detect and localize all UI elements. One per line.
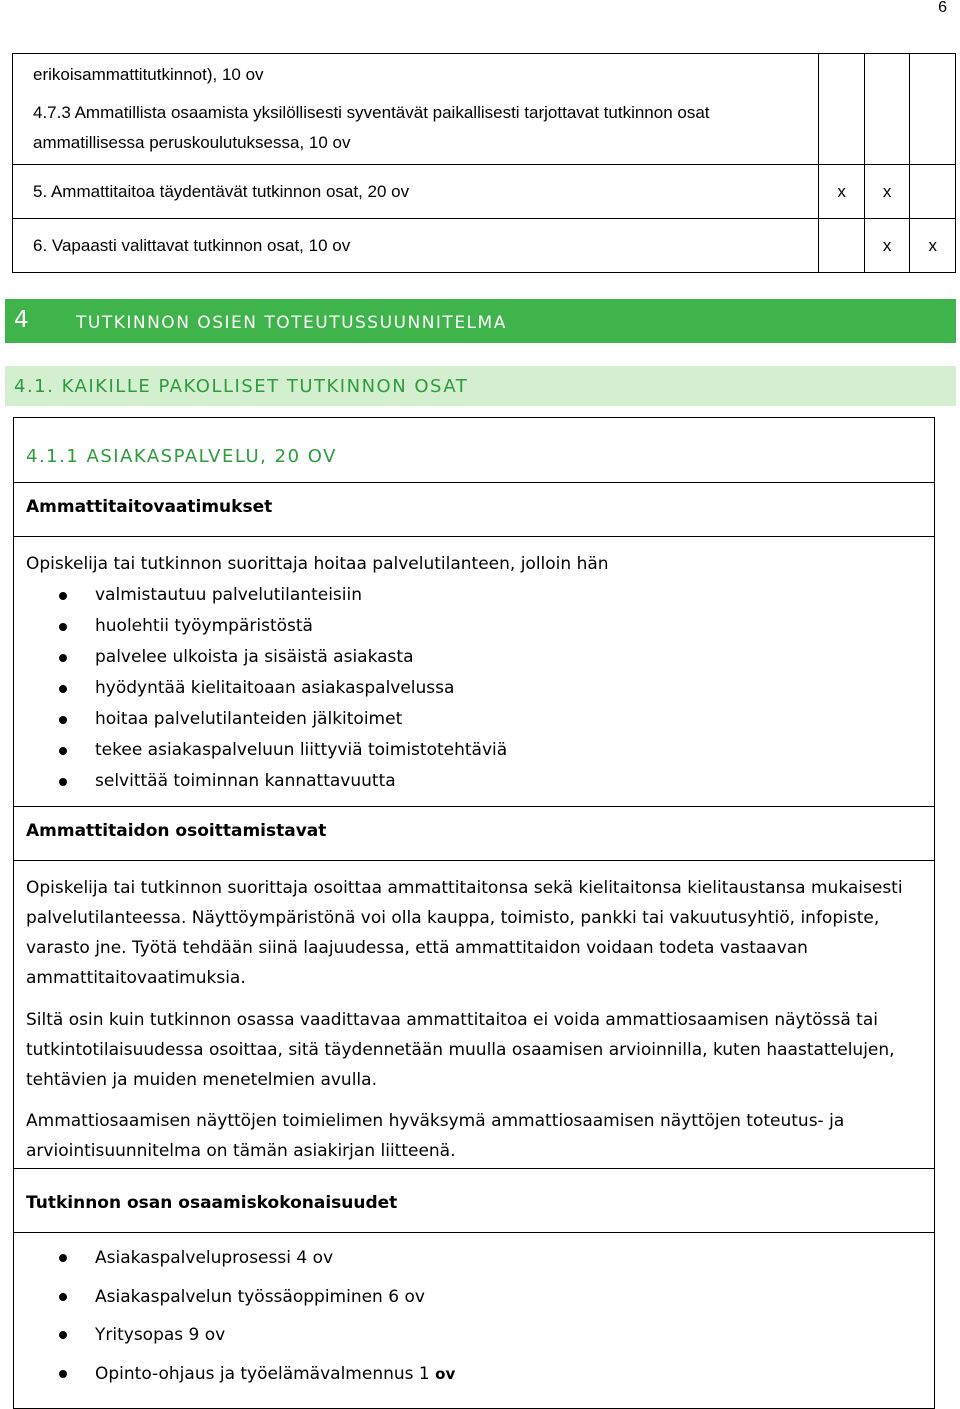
- table-cell-mark: [819, 54, 865, 165]
- demonstration-paragraph-1: Opiskelija tai tutkinnon suorittaja osoittaa ammattitaitonsa sekä kielitaitonsa kielitaustansa mukaisesti palvelutilanteessa. Näyttöympäristönä voi olla kauppa, toimisto, pankki tai vakuutusyhtiö, infopiste, varasto jne. Työtä tehdään siinä laajuudessa, että ammattitaidon voidaan todeta vastaavan ammattitaitovaatimuksia.: [26, 878, 903, 988]
- list-item-text: huolehtii työympäristöstä: [95, 616, 313, 636]
- list-item-text: palvelee ulkoista ja sisäistä asiakasta: [95, 647, 414, 667]
- list-item: [59, 735, 507, 766]
- table-row: [13, 219, 956, 273]
- heading-text: TUTKINNON OSIEN TOTEUTUSSUUNNITELMA: [76, 313, 507, 333]
- bullet-icon: [59, 623, 67, 631]
- bullet-icon: [59, 685, 67, 693]
- bullet-icon: [59, 654, 67, 662]
- table-cell-label: 5. Ammattitaitoa täydentävät tutkinnon osat, 20 ov: [13, 165, 819, 219]
- table-cell-mark: x: [864, 219, 910, 273]
- list-item-text: Yritysopas 9 ov: [95, 1325, 226, 1345]
- bullet-icon: [59, 716, 67, 724]
- row1-paragraph: 4.7.3 Ammatillista osaamista yksilöllisesti syventävät paikallisesti tarjottavat tutkinnon osat ammatillisessa peruskoulutuksessa, 10 ov: [33, 103, 710, 152]
- list-item: [59, 1278, 455, 1317]
- heading-level2: [5, 366, 956, 406]
- bullet-icon: [59, 1293, 67, 1301]
- requirements-label-cell: [14, 482, 934, 537]
- bullet-icon: [59, 592, 67, 600]
- list-item: [59, 611, 507, 642]
- page-number: 6: [938, 0, 947, 16]
- list-item-text: Asiakaspalvelun työssäoppiminen 6 ov: [95, 1286, 425, 1307]
- table-cell-label: [13, 54, 819, 165]
- list-item: [59, 704, 507, 735]
- bullet-icon: [59, 1331, 67, 1339]
- list-item-text: valmistautuu palvelutilanteisiin: [95, 585, 362, 605]
- section-table: [13, 417, 935, 1409]
- table-cell-mark: [864, 54, 910, 165]
- demonstration-paragraph-2: Siltä osin kuin tutkinnon osassa vaadittavaa ammattitaitoa ei voida ammattiosaamisen näytössä tai tutkintotilaisuudessa osoittaa, sitä täydennetään muulla osaamisen arvioinnilla, kuten haastattelujen, tehtävien ja muiden menetelmien avulla.: [26, 1010, 895, 1090]
- list-item-text: tekee asiakaspalveluun liittyviä toimistotehtäviä: [95, 740, 508, 760]
- requirements-label: Ammattitaitovaatimukset: [26, 497, 273, 517]
- table-row: [13, 165, 956, 219]
- heading-text: 4.1. KAIKILLE PAKOLLISET TUTKINNON OSAT: [14, 376, 469, 397]
- requirements-cell: [14, 536, 934, 807]
- list-item: [59, 1355, 455, 1394]
- bullet-icon: [59, 1370, 67, 1378]
- list-item-text: selvittää toiminnan kannattavuutta: [95, 771, 396, 791]
- list-item: [59, 766, 507, 797]
- heading-level1: [5, 299, 956, 343]
- demonstration-label: Ammattitaidon osoittamistavat: [26, 821, 327, 841]
- table-cell-mark: x: [864, 165, 910, 219]
- bullet-icon: [59, 1254, 67, 1262]
- section-title-cell: [14, 418, 934, 482]
- demonstration-cell: [14, 860, 934, 1169]
- bullet-icon: [59, 747, 67, 755]
- list-item: [59, 1316, 455, 1355]
- list-item-unit: ov: [435, 1364, 456, 1383]
- table-cell-mark: x: [819, 165, 865, 219]
- modules-label: Tutkinnon osan osaamiskokonaisuudet: [26, 1193, 398, 1213]
- list-item-text: Opinto-ohjaus ja työelämävalmennus 1: [95, 1363, 430, 1384]
- demonstration-paragraph-3: Ammattiosaamisen näyttöjen toimielimen hyväksymä ammattiosaamisen näyttöjen toteutus- ja arviointisuunnitelma on tämän asiakirjan liitteenä.: [26, 1111, 845, 1161]
- table-cell-mark: [910, 54, 956, 165]
- table-cell-mark: [910, 165, 956, 219]
- table-row: [13, 54, 956, 165]
- heading-number: 4: [14, 307, 29, 333]
- list-item-text: hyödyntää kielitaitoaan asiakaspalvelussa: [95, 678, 455, 698]
- table-cell-mark: x: [910, 219, 956, 273]
- list-item-text: Asiakaspalveluprosessi 4 ov: [95, 1248, 334, 1268]
- table-cell-label: 6. Vapaasti valittavat tutkinnon osat, 10 ov: [13, 219, 819, 273]
- table-cell-mark: [819, 219, 865, 273]
- list-item: [59, 673, 507, 704]
- bullet-icon: [59, 778, 67, 786]
- modules-list: [59, 1239, 455, 1393]
- list-item: [59, 642, 507, 673]
- modules-cell: [14, 1232, 934, 1408]
- row1-line1: erikoisammattitutkinnot), 10 ov: [33, 65, 264, 84]
- requirements-list: [59, 580, 507, 797]
- modules-label-cell: [14, 1168, 934, 1233]
- degree-parts-table: [12, 53, 956, 273]
- demonstration-label-cell: [14, 806, 934, 861]
- section-title: 4.1.1 ASIAKASPALVELU, 20 OV: [26, 446, 337, 467]
- requirements-intro: Opiskelija tai tutkinnon suorittaja hoitaa palvelutilanteen, jolloin hän: [26, 554, 609, 574]
- list-item: [59, 1239, 455, 1278]
- list-item: [59, 580, 507, 611]
- list-item-text: hoitaa palvelutilanteiden jälkitoimet: [95, 709, 403, 729]
